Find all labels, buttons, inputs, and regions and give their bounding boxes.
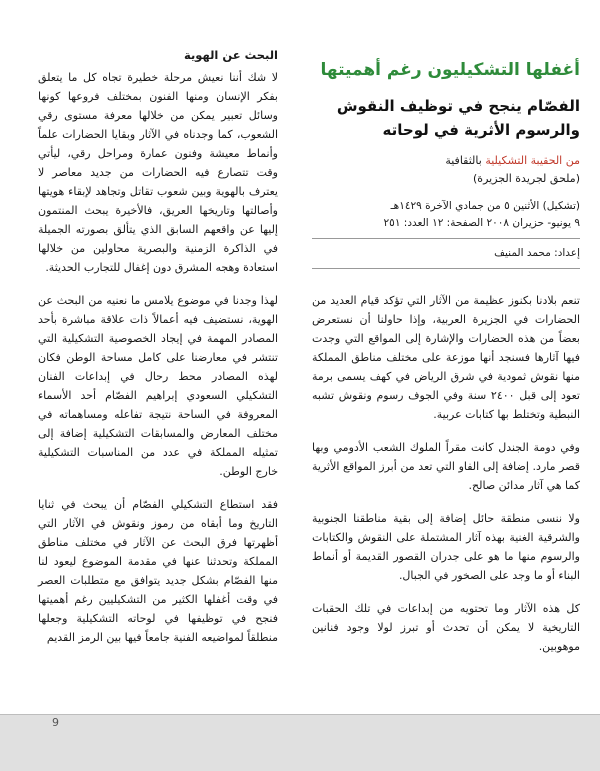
source-line <box>312 152 580 170</box>
article-title: أغفلها التشكيليون رغم أهميتها <box>320 60 580 80</box>
section-heading: البحث عن الهوية <box>184 48 278 62</box>
source-section: من الحقيبة التشكيلية <box>485 154 580 167</box>
divider <box>312 268 580 269</box>
left-column <box>38 48 278 661</box>
body-paragraph: لا شك أننا نعيش مرحلة خطيرة تجاه كل ما يتعلق بفكر الإنسان ومنها الفنون بمختلف فروعها كونها وسائل تعبير يمكن من خلالها معرفة مستوى رقي الشعوب، كما وجدناه في الآثار وبقايا الحضارات علماً وأنماط معيشة وفنون عمارة ومراحل رقي، ليأتي وقت تتصارع فيه الحضارات من جديد معاصر لا يعترف بالهوية وبين شعوب تقاتل وتجاهد لإبقاء هويتها وأصالتها وتاريخها العريق، فالأخيرة يبحث المنتمون إليها عن واقعهم السابق الذي يتألق بصورته الجميلة في الذاكرة الزمنية والبصرية محاولين من خلالها استعادة وهجه المشرق دون إغفال للتجارب الحديثة. <box>38 71 278 274</box>
body-paragraph: لهذا وجدنا في موضوع يلامس ما نعنيه من البحث عن الهوية، نستضيف فيه أعمالاً ذات علاقة مباشرة بأحد المصادر المهمة في إيجاد الخصوصية التشكيلية التي تنتشر في معارضنا على كامل مساحة الوطن فكان لهذه المصادر محط رحال في إبداعات الفنان التشكيلي السعودي إبراهيم الفصّام أحد الأسماء المعروفة في الساحة نتيجة تفاعله ومساهماته في مختلف المعارض والمسابقات التشكيلية إضافة إلى تمثيله المملكة في عدد من المناسبات التشكيلية خارج الوطن. <box>38 294 278 478</box>
body-paragraph: تنعم بلادنا بكنوز عظيمة من الآثار التي تؤكد قيام العديد من الحضارات في الجزيرة العربية، وإذا حاولنا أن نستعرض بعضاً من هذه الحضارات والإشارة إلى المواقع التي وجدت فيها آثارها فسنجد أنها موزعة على مختلف مناطق المملكة منها نقوش ثمودية في شرق الرياض في كهف يسمى برمة تعود إلى قبل ٢٤٠٠ سنة وفي الجوف رسوم ونقوش تشبه النبطية وتختلط بها كتابات عربية. <box>312 294 580 421</box>
publication-info <box>312 198 580 269</box>
article-subtitle: الفصّام ينجح في توظيف النقوش والرسوم الأثرية في لوحاته <box>336 97 580 139</box>
page-number: 9 <box>52 716 59 729</box>
body-paragraph: كل هذه الآثار وما تحتويه من إبداعات في تلك الحقبات التاريخية لا يمكن أن تحدث أو تبرز لولا وجود فنانين موهوبين. <box>312 602 580 653</box>
source-rest: بالثقافية <box>445 154 486 167</box>
date-line-2: ٩ يونيو- حزيران ٢٠٠٨ الصفحة: ١٢ العدد: ٢٥١ <box>383 217 580 229</box>
body-paragraph: فقد استطاع التشكيلي الفصّام أن يبحث في ثنايا التاريخ وما أبقاه من رموز ونقوش في الآثار التي أظهرتها فرق البحث عن الآثار في مختلف مناطق المملكة وتحدثنا عنها في مقدمة الموضوع ليعود لنا منها الفصّام بشكل جديد يتوافق مع متطلبات العصر في وقت أغفلها الكثير من التشكيليين رغم أهميتها فنجح في توظيفها في لوحاته التشكيلية وجعلها منطلقاً لمواضيعه الفنية جامعاً فيها بين الرمز القديم <box>38 498 278 644</box>
body-paragraph: ولا ننسى منطقة حائل إضافة إلى بقية مناطقنا الجنوبية والشرقية الغنية بهذه آثار المشتملة على النقوش والكتابات والرسوم منها ما هو على جدران القصور القديمة أو أنماط البناء أو ما وجد على الصخور في الجبال. <box>312 512 580 582</box>
body-paragraph: وفي دومة الجندل كانت مقراً الملوك الشعب الأدومي وبها قصر مارد. إضافة إلى الفاو التي تعد من أبرز المواقع الأثرية كما هي آثار مدائن صالح. <box>312 441 580 492</box>
footer-band <box>0 715 600 771</box>
divider <box>312 238 580 239</box>
supplement-line: (ملحق لجريدة الجزيرة) <box>473 172 580 185</box>
date-line-1: (تشكيل) الأثنين ٥ من جمادي الآخرة ١٤٢٩هـ <box>390 200 580 212</box>
right-column <box>312 60 580 670</box>
author-line: إعداد: محمد المنيف <box>494 247 580 259</box>
